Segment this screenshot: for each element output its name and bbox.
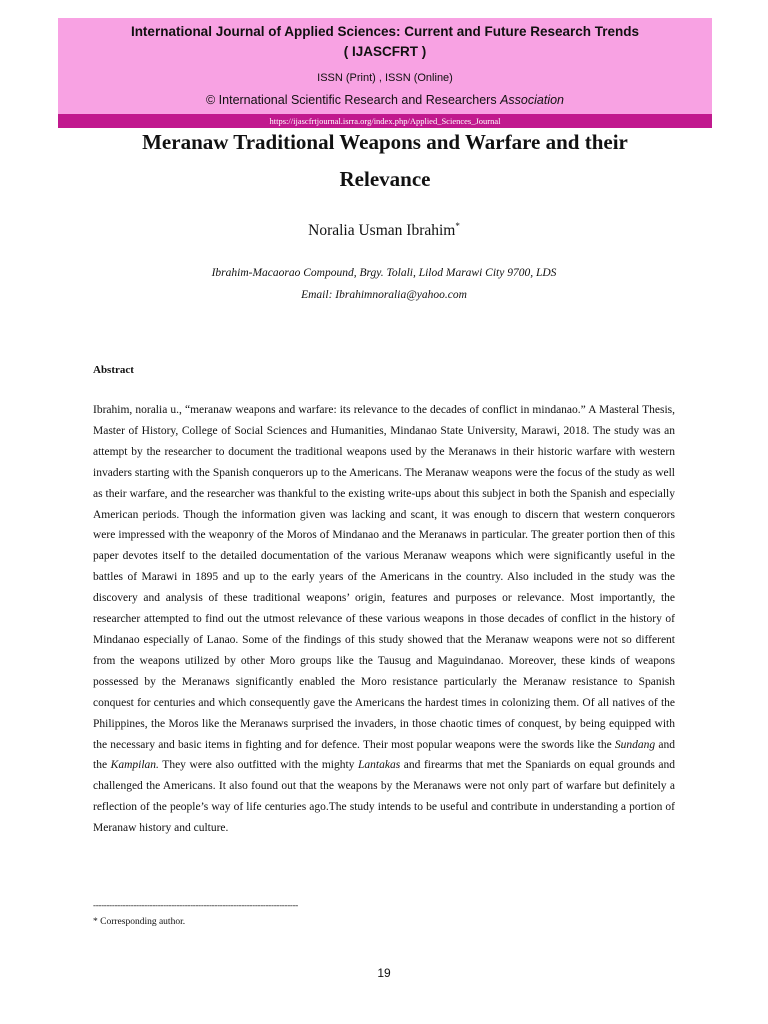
abstract-heading: Abstract [93, 364, 134, 376]
corresponding-author-footnote: * Corresponding author. [93, 917, 186, 927]
abstract-term-kampilan: Kampilan. [110, 759, 159, 772]
journal-title: International Journal of Applied Sciences: Current and Future Research Trends [130, 24, 640, 39]
abstract-text-1: Ibrahim, noralia u., “meranaw weapons and warfare: its relevance to the decades of conflict in mindanao.” A Masteral Thesis, Master of History, College of Social Sciences and Humanities, Mindanao State University, Marawi, 2018. The study was an attempt by the researcher to document the traditional weapons used by the Meranaws in their historic warfare with western invaders starting with the Spanish conquerors up to the Americans. The Meranaw weapons were the focus of the study as well as their warfare, and the researcher was thankful to the existing write-ups about this subject in both the Spanish and especially American periods. Though the information given was lacking and scant, it was enough to discern that western conquerors were impressed with the weaponry of the Moros of Mindanao and the Meranaws in particular. The greater portion then of this paper devotes itself to the detailed documentation of the various Meranaw weapons which were significantly useful in the battles of Marawi in 1895 and up to the early years of the Americans in the country. Also included in the study was the discovery and analysis of these traditional weapons’ origin, features and purposes or relevance. Most importantly, the researcher attempted to find out the utmost relevance of these various weapons in those decades of conflict in the history of Mindanao especially of Lanao. Some of the findings of this study showed that the Meranaw weapons were not so different from the weapons utilized by other Moro groups like the Tausug and Maguindanao. Moreover, these kinds of weapons possessed by the Meranaws significantly enabled the Moro resistance particularly the Meranaw resistance to Spanish conquest for centuries and which consequently gave the Americans the hardest times in colonizing them. Of all natives of the Philippines, the Moros like the Meranaws surprised the invaders, in those chaotic times of conquest, by being equipped with the necessary and basic items in fighting and for defence. Their most popular weapons were the swords like the [93, 404, 675, 751]
journal-masthead [58, 18, 712, 114]
journal-url-link[interactable]: https://ijascfrtjournal.isrra.org/index.php/Applied_Sciences_Journal [269, 116, 501, 126]
association-suffix: Association [500, 93, 565, 107]
article-title-line-1: Meranaw Traditional Weapons and Warfare and their [142, 130, 628, 154]
abstract-text-2: They were also outfitted with the mighty [158, 759, 358, 772]
abstract-text-and: and the [93, 738, 676, 772]
author-address: Ibrahim-Macaorao Compound, Brgy. Tolali, Lilod Marawi City 9700, LDS [211, 267, 557, 279]
author-footnote-mark: * [455, 221, 460, 231]
author-email[interactable]: Email: Ibrahimnoralia@yahoo.com [301, 289, 467, 301]
page-number: 19 [377, 966, 391, 980]
journal-url-bar [58, 114, 712, 128]
journal-abbreviation: ( IJASCFRT ) [343, 44, 427, 59]
article-title-line-2: Relevance [339, 167, 431, 191]
author-name-text: Noralia Usman Ibrahim [308, 222, 456, 240]
abstract-term-sundang: Sundang [614, 738, 656, 751]
abstract-term-lantakas: Lantakas [358, 759, 401, 772]
abstract-body [93, 400, 675, 839]
abstract-text-3: and firearms that met the Spaniards on equal grounds and challenged the Americans. It also found out that the weapons by the Meranaws were not only part of warfare but definitely a reflection of the people’s way of life centuries ago.The study intends to be useful and contribute in understanding a portion of Meranaw history and culture. [93, 759, 675, 835]
journal-issn: ISSN (Print) , ISSN (Online) [317, 72, 453, 84]
footnote-separator: ---------------------------------------------------------------------------- [93, 900, 298, 910]
author-name [0, 221, 768, 240]
association-prefix: © International Scientific Research and Researchers [205, 93, 497, 107]
journal-association [58, 93, 712, 107]
